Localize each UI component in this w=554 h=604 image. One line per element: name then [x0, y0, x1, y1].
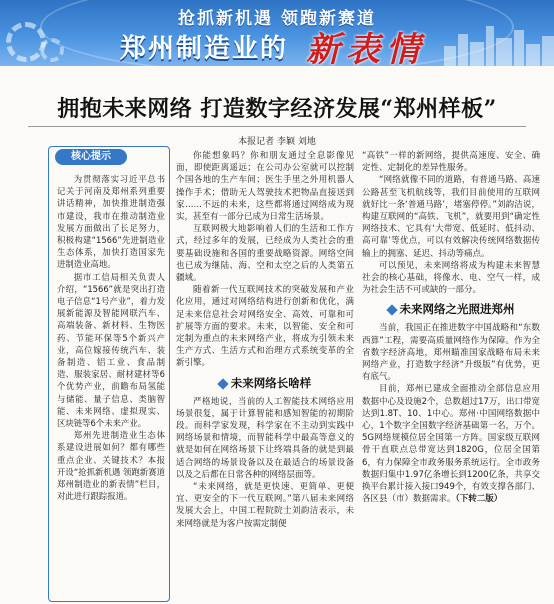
- article-paragraph: 你能想象吗？你和朋友通过全息影像见面，即使距离遥远；在公司办公室就可以控制个国各地的生产车间；医生手里之外用机器人操作手术；借助无人驾驶技术把物品直接送到家……不远的未来，这些都将通过网络成为现实，甚至有一部分已成为日常生活场景。: [176, 151, 354, 223]
- article-paragraph-text: 目前，郑州已建成全面推动全部信息应用数据中心及设施2个，总数超过17万，出口带宽达到1.8T、10、1中心。郑州·中国网络数据中心，1个数字全国数字经济基础第一名，万个。5G网络规模位居全国第一方阵。国家级互联网骨干直联点总带宽达到1820G，位居全国第6，有力保障全市政务服务系统运行。全市政务数据归集中1.97亿条增长到1200亿条，共享交换平台累计接入接口949个，有效支撑各部门、各区县（市）数据需求。: [362, 384, 540, 505]
- core-tips-label: 核心提示: [55, 149, 127, 165]
- core-tips-paragraph: 据市工信局相关负责人介绍，“1566”就是突出打造电子信息“1号产业”，着力发展新能源及智能网联汽车、高端装备、新材料、生物医药、节能环保等5个新兴产业，高位嫁接传统汽车、装备制造、铝工业、食品制造、服装家居、耐材建材等6个优势产业，前瞻布局氢能与储能、量子信息、类脑智能、未来网络、虚拟现实、区块链等6个未来产业。: [57, 271, 165, 429]
- headline-divider: [28, 126, 526, 127]
- article-paragraph: “高铁”一样的新网络，提供高速度、安全、确定性、定制化的差异性服务。: [362, 151, 540, 174]
- article-paragraph: 严格地说，当前的人工智能技术网络应用场景很复，属于计算智能和感知智能的初期阶段。而科学家发现，科学家在不主动到实践中网络场景和情境，而智能科学中最高等意义的就是如何在网络场景下让终端具备的就是到最适合网络的场景设备以及在最适合的场景设备以及之后都在日常各种的网络层面等。: [176, 396, 354, 480]
- article-column-2: [176, 150, 354, 530]
- section-subheading: 未来网络之光照进郑州: [362, 302, 540, 316]
- core-tips-box: [48, 146, 170, 602]
- article-paragraph: 随着新一代互联网技术的突破发展和产业化应用，通过对网络结构进行创新和优化，满足未来信息社会对网络安全、高效、可靠和可扩展等方面的要求。未来，以智能、安全和可定制为重点的未来网络产业，将成为引领未来生产方式、生活方式和治理方式系统变革的全新引擎。: [176, 285, 354, 369]
- section-subheading: 未来网络长啥样: [176, 376, 354, 390]
- article-paragraph: 当前，我国正在推进数字中国战略和“东数西算”工程，需要高质量网络作为保障。作为全省数字经济高地，郑州瞄准国家战略布局未来网络产业，打造数字经济“升级版”有优势，更有底气。: [362, 323, 540, 383]
- article-byline: 本报记者 李颖 刘地: [238, 137, 316, 147]
- banner-kicker: 抢抓新机遇 领跑新赛道: [178, 9, 376, 29]
- article-column-3: [362, 150, 540, 505]
- article-paragraph: [362, 383, 540, 505]
- article-paragraph: “网络就像不同的道路，有普通马路、高速公路甚至飞机航线等，我们目前使用的互联网就好比一条‘普通马路’，堵塞停停。”刘韵洁说，构建互联网的“高铁、飞机”，就要用到“确定性网络技术、它具有‘大带宽、低延时、低抖动、高可靠’等优点，可以有效解决传统网络数据传输上的拥塞、延迟、抖动等痛点。: [362, 175, 540, 259]
- section-banner: [0, 0, 554, 66]
- core-tips-paragraph: 为贯彻落实习近平总书记关于河南及郑州系列重要讲话精神，加快推进制造强市建设，我市在推动制造业发展方面做出了长足努力，积极构建“1566”先进制造业生态体系，加快打造国家先进制造业高地。: [57, 174, 165, 270]
- banner-accent-title: 新表情: [306, 30, 426, 66]
- article-paragraph: 互联网极大地影响着人们的生活和工作方式，经过多年的发展，已经成为人类社会的重要基础设施和各国的重要战略资源。网络空间也已成为继陆、海、空和太空之后的人类第五疆域。: [176, 224, 354, 284]
- banner-title: 郑州制造业的: [120, 34, 289, 64]
- small-gear-icon: [40, 38, 64, 62]
- core-tips-paragraph: 郑州先进制造业生态体系建设进展如何？都有哪些重点企业、关键技术？本报开设“抢抓新机遇 领跑新赛道 郑州制造业的新表情”栏目，对此进行跟踪报道。: [57, 430, 165, 502]
- continued-note: （下转二版）: [455, 494, 503, 505]
- core-tips-body: [57, 173, 165, 502]
- article-paragraph: “未来网络，就是更快速、更简单、更便宜、更安全的下一代互联网。”第八届未来网络发展大会上，中国工程院院士刘韵洁表示，未来网络就是为客户按需定制便: [176, 482, 354, 529]
- article-headline: 拥抱未来网络 打造数字经济发展“郑州样板”: [57, 96, 497, 122]
- article-paragraph: 可以预见，未来网络将成为构建未来智慧社会的核心基础，将像水、电、空气一样，成为社会生活不可或缺的一部分。: [362, 260, 540, 296]
